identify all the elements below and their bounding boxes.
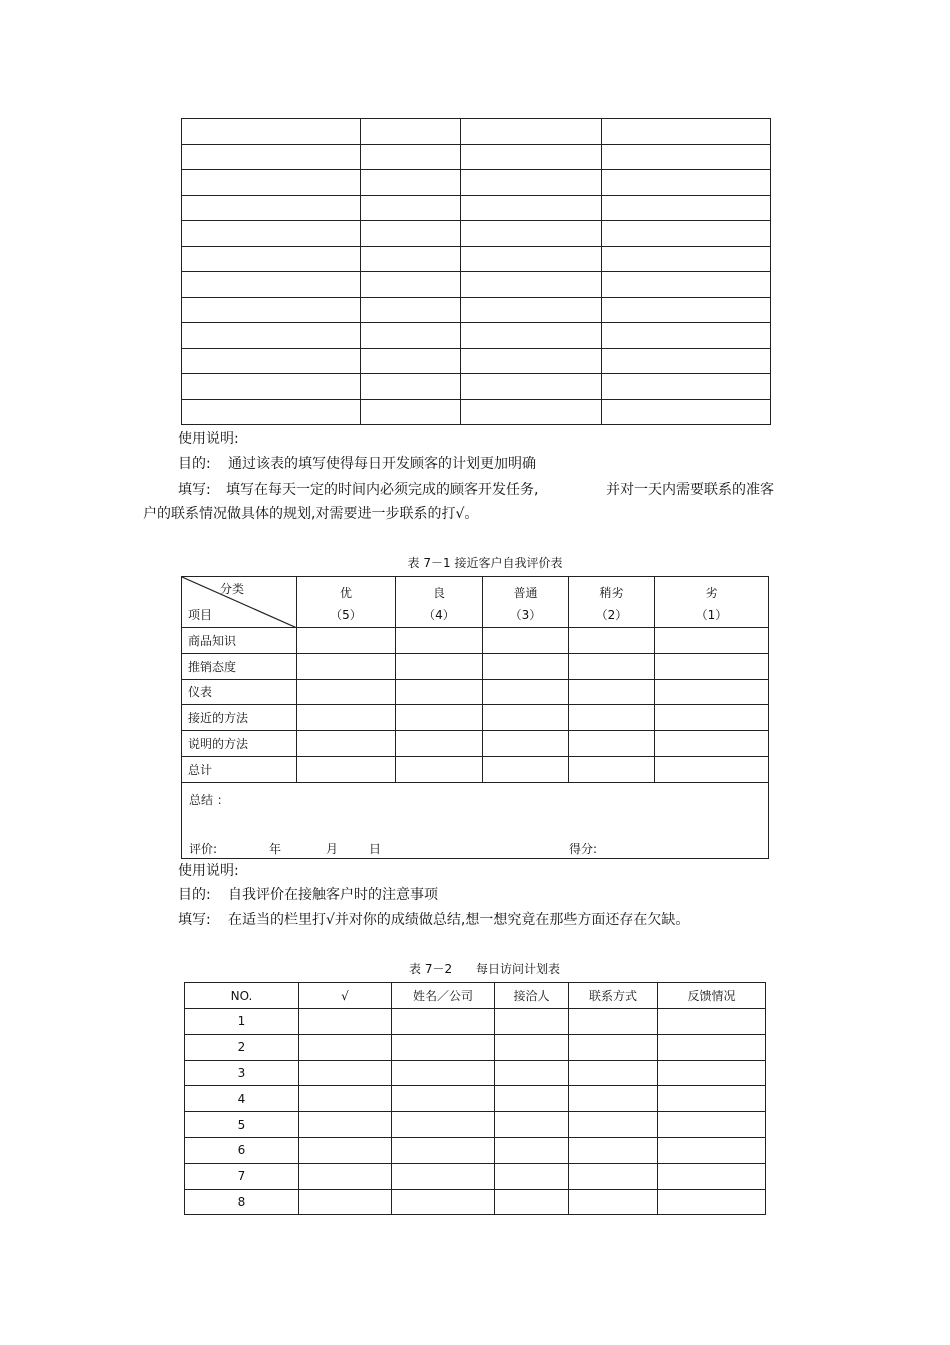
eval-check-cell[interactable] bbox=[483, 731, 569, 757]
visit-cell[interactable] bbox=[392, 1060, 495, 1086]
visit-header-cell: NO. bbox=[185, 983, 299, 1009]
blank-plan-table bbox=[181, 118, 771, 425]
blank-cell[interactable] bbox=[182, 170, 361, 196]
blank-cell[interactable] bbox=[361, 272, 461, 298]
blank-cell[interactable] bbox=[182, 272, 361, 298]
blank-cell[interactable] bbox=[461, 144, 602, 170]
visit-cell[interactable] bbox=[495, 1189, 569, 1215]
visit-row bbox=[185, 1034, 766, 1060]
visit-cell[interactable] bbox=[658, 1034, 766, 1060]
visit-cell[interactable] bbox=[495, 1137, 569, 1163]
visit-cell[interactable] bbox=[658, 1163, 766, 1189]
visit-cell[interactable] bbox=[569, 1137, 658, 1163]
blank-row bbox=[182, 170, 771, 196]
note2-purpose-label: 目的: bbox=[178, 887, 211, 903]
visit-cell[interactable] bbox=[392, 1034, 495, 1060]
blank-cell[interactable] bbox=[602, 323, 771, 349]
visit-row-number: 8 bbox=[185, 1189, 299, 1215]
visit-row-number: 7 bbox=[185, 1163, 299, 1189]
score-label: 得分: bbox=[569, 841, 598, 856]
eval-check-cell[interactable] bbox=[396, 628, 483, 654]
corner-label-category: 分类 bbox=[220, 582, 245, 596]
visit-cell[interactable] bbox=[569, 1112, 658, 1138]
visit-cell[interactable] bbox=[299, 1163, 392, 1189]
blank-cell[interactable] bbox=[182, 119, 361, 145]
daily-visit-plan-table bbox=[184, 982, 766, 1215]
grade-score: （1） bbox=[695, 607, 728, 622]
blank-cell[interactable] bbox=[602, 374, 771, 400]
visit-cell[interactable] bbox=[658, 1137, 766, 1163]
blank-cell[interactable] bbox=[602, 221, 771, 247]
blank-cell[interactable] bbox=[602, 119, 771, 145]
note1-purpose-label: 目的: bbox=[178, 456, 211, 472]
visit-row bbox=[185, 1009, 766, 1035]
blank-row bbox=[182, 297, 771, 323]
blank-cell[interactable] bbox=[602, 348, 771, 374]
eval-item-label: 接近的方法 bbox=[182, 705, 297, 731]
blank-cell[interactable] bbox=[182, 374, 361, 400]
blank-cell[interactable] bbox=[461, 323, 602, 349]
eval-check-cell[interactable] bbox=[297, 628, 396, 654]
eval-check-cell[interactable] bbox=[483, 653, 569, 679]
eval-day: 日 bbox=[369, 841, 382, 856]
eval-row bbox=[182, 679, 769, 705]
blank-cell[interactable] bbox=[602, 399, 771, 425]
visit-cell[interactable] bbox=[299, 1060, 392, 1086]
eval-row bbox=[182, 653, 769, 679]
blank-cell[interactable] bbox=[361, 374, 461, 400]
visit-cell[interactable] bbox=[495, 1163, 569, 1189]
visit-header-cell: 反馈情况 bbox=[658, 983, 766, 1009]
grade-header bbox=[569, 577, 655, 628]
eval-check-cell[interactable] bbox=[655, 653, 769, 679]
visit-cell[interactable] bbox=[392, 1009, 495, 1035]
blank-cell[interactable] bbox=[361, 170, 461, 196]
eval-row bbox=[182, 705, 769, 731]
blank-cell[interactable] bbox=[361, 323, 461, 349]
blank-row bbox=[182, 348, 771, 374]
note2-fill-label: 填写: bbox=[178, 912, 211, 928]
eval-check-cell[interactable] bbox=[569, 653, 655, 679]
visit-cell[interactable] bbox=[495, 1009, 569, 1035]
note1-fill-label: 填写: bbox=[178, 482, 211, 498]
visit-row-number: 6 bbox=[185, 1137, 299, 1163]
grade-label: 稍劣 bbox=[599, 585, 624, 600]
eval-check-cell[interactable] bbox=[297, 705, 396, 731]
visit-cell[interactable] bbox=[569, 1034, 658, 1060]
visit-row bbox=[185, 1137, 766, 1163]
visit-row-number: 4 bbox=[185, 1086, 299, 1112]
grade-header bbox=[396, 577, 483, 628]
blank-cell[interactable] bbox=[461, 246, 602, 272]
blank-cell[interactable] bbox=[182, 348, 361, 374]
eval-check-cell[interactable] bbox=[396, 653, 483, 679]
eval-item-label: 说明的方法 bbox=[182, 731, 297, 757]
blank-cell[interactable] bbox=[461, 272, 602, 298]
eval-check-cell[interactable] bbox=[396, 756, 483, 782]
visit-cell[interactable] bbox=[299, 1189, 392, 1215]
eval-check-cell[interactable] bbox=[569, 756, 655, 782]
eval-check-cell[interactable] bbox=[655, 705, 769, 731]
visit-cell[interactable] bbox=[392, 1163, 495, 1189]
visit-cell[interactable] bbox=[495, 1112, 569, 1138]
blank-cell[interactable] bbox=[602, 195, 771, 221]
self-evaluation-table bbox=[181, 576, 769, 859]
blank-cell[interactable] bbox=[361, 195, 461, 221]
note1-fill-text-a: 填写在每天一定的时间内必须完成的顾客开发任务, bbox=[226, 482, 539, 498]
blank-cell[interactable] bbox=[461, 170, 602, 196]
blank-cell[interactable] bbox=[361, 297, 461, 323]
blank-cell[interactable] bbox=[461, 348, 602, 374]
visit-cell[interactable] bbox=[299, 1034, 392, 1060]
visit-header-cell: 接洽人 bbox=[495, 983, 569, 1009]
blank-cell[interactable] bbox=[602, 297, 771, 323]
visit-row-number: 3 bbox=[185, 1060, 299, 1086]
blank-cell[interactable] bbox=[361, 144, 461, 170]
blank-row bbox=[182, 323, 771, 349]
visit-cell[interactable] bbox=[658, 1112, 766, 1138]
grade-label: 劣 bbox=[705, 585, 718, 600]
blank-cell[interactable] bbox=[182, 297, 361, 323]
note1-purpose-text: 通过该表的填写使得每日开发顾客的计划更加明确 bbox=[228, 456, 536, 472]
visit-row bbox=[185, 1112, 766, 1138]
eval-row bbox=[182, 731, 769, 757]
note2-purpose-text: 自我评价在接触客户时的注意事项 bbox=[228, 887, 438, 903]
blank-cell[interactable] bbox=[461, 119, 602, 145]
visit-row bbox=[185, 1189, 766, 1215]
blank-cell[interactable] bbox=[461, 374, 602, 400]
visit-cell[interactable] bbox=[569, 1163, 658, 1189]
visit-cell[interactable] bbox=[569, 1189, 658, 1215]
note2-fill-text: 在适当的栏里打√并对你的成绩做总结,想一想究竟在那些方面还存在欠缺。 bbox=[228, 912, 690, 928]
blank-row bbox=[182, 272, 771, 298]
eval-check-cell[interactable] bbox=[396, 705, 483, 731]
eval-label: 评价: bbox=[189, 841, 218, 856]
visit-cell[interactable] bbox=[299, 1112, 392, 1138]
eval-check-cell[interactable] bbox=[297, 653, 396, 679]
grade-header bbox=[655, 577, 769, 628]
visit-header-cell: 联系方式 bbox=[569, 983, 658, 1009]
corner-label-item: 项目 bbox=[188, 608, 213, 622]
blank-row bbox=[182, 399, 771, 425]
blank-cell[interactable] bbox=[461, 195, 602, 221]
blank-cell[interactable] bbox=[361, 399, 461, 425]
visit-cell[interactable] bbox=[658, 1189, 766, 1215]
eval-check-cell[interactable] bbox=[297, 731, 396, 757]
visit-row bbox=[185, 1163, 766, 1189]
blank-cell[interactable] bbox=[461, 399, 602, 425]
note1-heading: 使用说明: bbox=[178, 431, 239, 447]
visit-cell[interactable] bbox=[392, 1112, 495, 1138]
eval-check-cell[interactable] bbox=[569, 679, 655, 705]
blank-cell[interactable] bbox=[461, 221, 602, 247]
visit-cell[interactable] bbox=[658, 1086, 766, 1112]
grade-label: 普通 bbox=[513, 585, 538, 600]
blank-row bbox=[182, 119, 771, 145]
eval-item-label: 总计 bbox=[182, 756, 297, 782]
eval-check-cell[interactable] bbox=[655, 628, 769, 654]
eval-item-label: 商品知识 bbox=[182, 628, 297, 654]
blank-row bbox=[182, 246, 771, 272]
eval-check-cell[interactable] bbox=[655, 679, 769, 705]
eval-check-cell[interactable] bbox=[483, 679, 569, 705]
corner-header-cell bbox=[182, 577, 297, 628]
visit-header-cell: √ bbox=[299, 983, 392, 1009]
grade-header bbox=[483, 577, 569, 628]
eval-check-cell[interactable] bbox=[569, 705, 655, 731]
blank-cell[interactable] bbox=[461, 297, 602, 323]
eval-check-cell[interactable] bbox=[483, 628, 569, 654]
grade-score: （2） bbox=[595, 607, 628, 622]
blank-cell[interactable] bbox=[182, 323, 361, 349]
visit-cell[interactable] bbox=[658, 1009, 766, 1035]
note1-fill-text-c: 户的联系情况做具体的规划,对需要进一步联系的打√。 bbox=[143, 506, 479, 522]
blank-cell[interactable] bbox=[602, 170, 771, 196]
eval-row bbox=[182, 628, 769, 654]
summary-cell bbox=[182, 782, 769, 858]
blank-row bbox=[182, 144, 771, 170]
eval-check-cell[interactable] bbox=[655, 731, 769, 757]
grade-score: （4） bbox=[423, 607, 455, 622]
eval-month: 月 bbox=[326, 841, 339, 856]
visit-cell[interactable] bbox=[569, 1086, 658, 1112]
eval-item-label: 推销态度 bbox=[182, 653, 297, 679]
table71-caption: 表 7－1 接近客户自我评价表 bbox=[407, 556, 563, 570]
note1-fill-text-b: 并对一天内需要联系的准客 bbox=[606, 482, 774, 498]
grade-score: （5） bbox=[330, 607, 362, 622]
blank-cell[interactable] bbox=[182, 195, 361, 221]
eval-check-cell[interactable] bbox=[297, 679, 396, 705]
summary-label: 总结 ： bbox=[189, 792, 229, 807]
visit-cell[interactable] bbox=[495, 1034, 569, 1060]
visit-cell[interactable] bbox=[392, 1189, 495, 1215]
blank-cell[interactable] bbox=[182, 144, 361, 170]
visit-header-cell: 姓名／公司 bbox=[392, 983, 495, 1009]
blank-row bbox=[182, 374, 771, 400]
eval-check-cell[interactable] bbox=[483, 756, 569, 782]
grade-header bbox=[297, 577, 396, 628]
visit-cell[interactable] bbox=[658, 1060, 766, 1086]
visit-row bbox=[185, 1086, 766, 1112]
blank-cell[interactable] bbox=[361, 246, 461, 272]
grade-label: 优 bbox=[339, 585, 352, 600]
eval-check-cell[interactable] bbox=[396, 731, 483, 757]
visit-cell[interactable] bbox=[495, 1086, 569, 1112]
blank-cell[interactable] bbox=[361, 348, 461, 374]
visit-row-number: 1 bbox=[185, 1009, 299, 1035]
eval-year: 年 bbox=[269, 841, 282, 856]
visit-cell[interactable] bbox=[495, 1060, 569, 1086]
grade-label: 良 bbox=[432, 585, 445, 600]
visit-cell[interactable] bbox=[569, 1060, 658, 1086]
blank-cell[interactable] bbox=[602, 246, 771, 272]
eval-item-label: 仪表 bbox=[182, 679, 297, 705]
table72-caption-number: 表 7－2 bbox=[409, 962, 453, 976]
grade-score: （3） bbox=[509, 607, 542, 622]
visit-cell[interactable] bbox=[299, 1009, 392, 1035]
visit-cell[interactable] bbox=[299, 1086, 392, 1112]
eval-check-cell[interactable] bbox=[655, 756, 769, 782]
blank-cell[interactable] bbox=[602, 144, 771, 170]
blank-cell[interactable] bbox=[182, 246, 361, 272]
eval-check-cell[interactable] bbox=[483, 705, 569, 731]
visit-cell[interactable] bbox=[569, 1009, 658, 1035]
eval-check-cell[interactable] bbox=[569, 628, 655, 654]
blank-cell[interactable] bbox=[182, 221, 361, 247]
blank-cell[interactable] bbox=[602, 272, 771, 298]
eval-check-cell[interactable] bbox=[297, 756, 396, 782]
visit-row bbox=[185, 1060, 766, 1086]
visit-cell[interactable] bbox=[392, 1086, 495, 1112]
blank-row bbox=[182, 195, 771, 221]
visit-row-number: 2 bbox=[185, 1034, 299, 1060]
visit-cell[interactable] bbox=[392, 1137, 495, 1163]
note2-heading: 使用说明: bbox=[178, 863, 239, 879]
visit-cell[interactable] bbox=[299, 1137, 392, 1163]
eval-check-cell[interactable] bbox=[569, 731, 655, 757]
blank-cell[interactable] bbox=[182, 399, 361, 425]
blank-cell[interactable] bbox=[361, 221, 461, 247]
blank-row bbox=[182, 221, 771, 247]
eval-row bbox=[182, 756, 769, 782]
eval-check-cell[interactable] bbox=[396, 679, 483, 705]
blank-cell[interactable] bbox=[361, 119, 461, 145]
visit-row-number: 5 bbox=[185, 1112, 299, 1138]
table72-caption-title: 每日访问计划表 bbox=[476, 962, 561, 976]
